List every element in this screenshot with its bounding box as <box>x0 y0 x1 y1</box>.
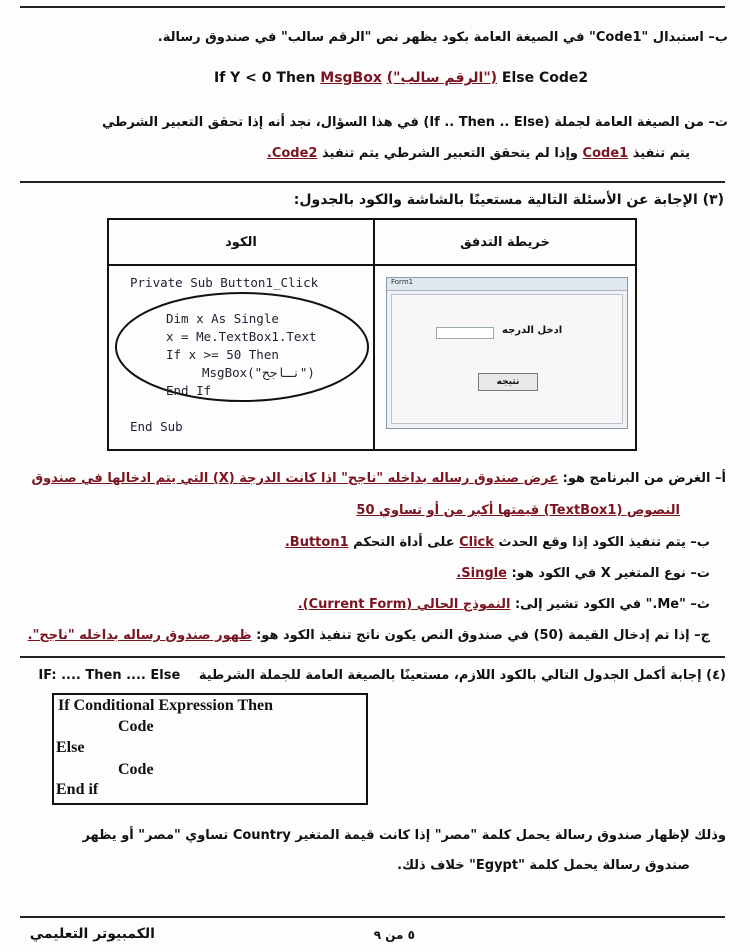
section-t-line1: ت– من الصيغة العامة لجملة (If .. Then .. Else) في هذا السؤال، نجد أنه إذا تحقق التعبير الشرطي <box>101 115 728 130</box>
footer-brand: الكمبيوتر التعليمي <box>29 926 155 942</box>
answer-b: ب– يتم تنفيذ الكود إذا وقع الحدث Click على أداة التحكم Button1. <box>284 535 710 550</box>
flow-cell <box>374 265 636 450</box>
answer-th: ث– "Me." في الكود تشير إلى: النموذج الحالي (Current Form). <box>297 597 710 612</box>
answer-t: ت– نوع المتغير X في الكود هو: Single. <box>456 566 710 581</box>
section-b-code-line: If Y < 0 Then MsgBox ("الرقم سالب") Else Code2 <box>214 70 589 86</box>
answer-j: ج– إذا تم إدخال القيمة (50) في صندوق النص يكون ناتج تنفيذ الكود هو: ظهور صندوق رساله بداخله "ناجح". <box>27 628 710 643</box>
q4-syntax-box <box>52 693 368 805</box>
grade-label: ادخل الدرجه <box>502 325 563 336</box>
section-t-line2: يتم تنفيذ Code1 وإذا لم يتحقق التعبير الشرطي يتم تنفيذ Code2. <box>266 146 690 161</box>
answer-a-line2: النصوص (TextBox1) قيمتها أكبر من أو تساوي 50 <box>356 503 680 518</box>
divider-1 <box>20 181 725 183</box>
answer-a-line1: أ– الغرض من البرنامج هو: عرض صندوق رساله بداخله "ناجح" اذا كانت الدرجة (X) التي يتم ادخالها في صندوق <box>31 471 726 486</box>
code-line-3: x = Me.TextBox1.Text <box>166 329 317 344</box>
code-line-7: End Sub <box>130 419 183 434</box>
syntax-line-3: Else <box>56 739 85 756</box>
syntax-line-4: Code <box>118 761 154 778</box>
q3-title: (٣) الإجابة عن الأسئلة التالية مستعينًا بالشاشة والكود بالجدول: <box>293 192 724 208</box>
result-button[interactable]: نتيجه <box>478 373 538 391</box>
code-line-1: Private Sub Button1_Click <box>130 275 319 290</box>
code-line-6: End If <box>166 383 212 398</box>
code-line-4: If x >= 50 Then <box>166 347 279 362</box>
form-client <box>391 294 623 424</box>
form-window <box>386 277 628 429</box>
syntax-line-1: If Conditional Expression Then <box>58 697 274 714</box>
top-rule <box>20 6 725 8</box>
highlight-ellipse <box>110 285 372 405</box>
q4-paragraph-line2: صندوق رسالة يحمل كلمة "Egypt" خلاف ذلك. <box>397 858 690 873</box>
syntax-line-2: Code <box>118 718 154 735</box>
grade-textbox[interactable] <box>436 327 494 339</box>
col-head-flow: خريطة التدفق <box>374 219 636 265</box>
col-head-code: الكود <box>108 219 374 265</box>
code-line-5: MsgBox("نـاجح") <box>202 365 315 380</box>
section-b-text: ب– استبدال "Code1" في الصيغة العامة بكود يظهر نص "الرقم سالب" في صندوق رسالة. <box>157 30 728 45</box>
code-line-2: Dim x As Single <box>166 311 279 326</box>
q4-paragraph-line1: وذلك لإظهار صندوق رسالة يحمل كلمة "مصر" إذا كانت قيمة المتغير Country تساوي "مصر" أو يظهر <box>82 828 726 843</box>
divider-2 <box>20 656 725 658</box>
code-cell <box>108 265 374 450</box>
q4-title: (٤) إجابة أكمل الجدول التالي بالكود اللازم، مستعينًا بالصيغة العامة للجملة الشرطية IF: .... Then .... Else <box>38 668 726 683</box>
footer-rule <box>20 916 725 918</box>
syntax-line-5: End if <box>56 781 99 798</box>
footer-page-number: ٥ من ٩ <box>373 928 415 942</box>
q3-table <box>107 218 637 451</box>
form-titlebar: Form1 <box>387 278 627 291</box>
